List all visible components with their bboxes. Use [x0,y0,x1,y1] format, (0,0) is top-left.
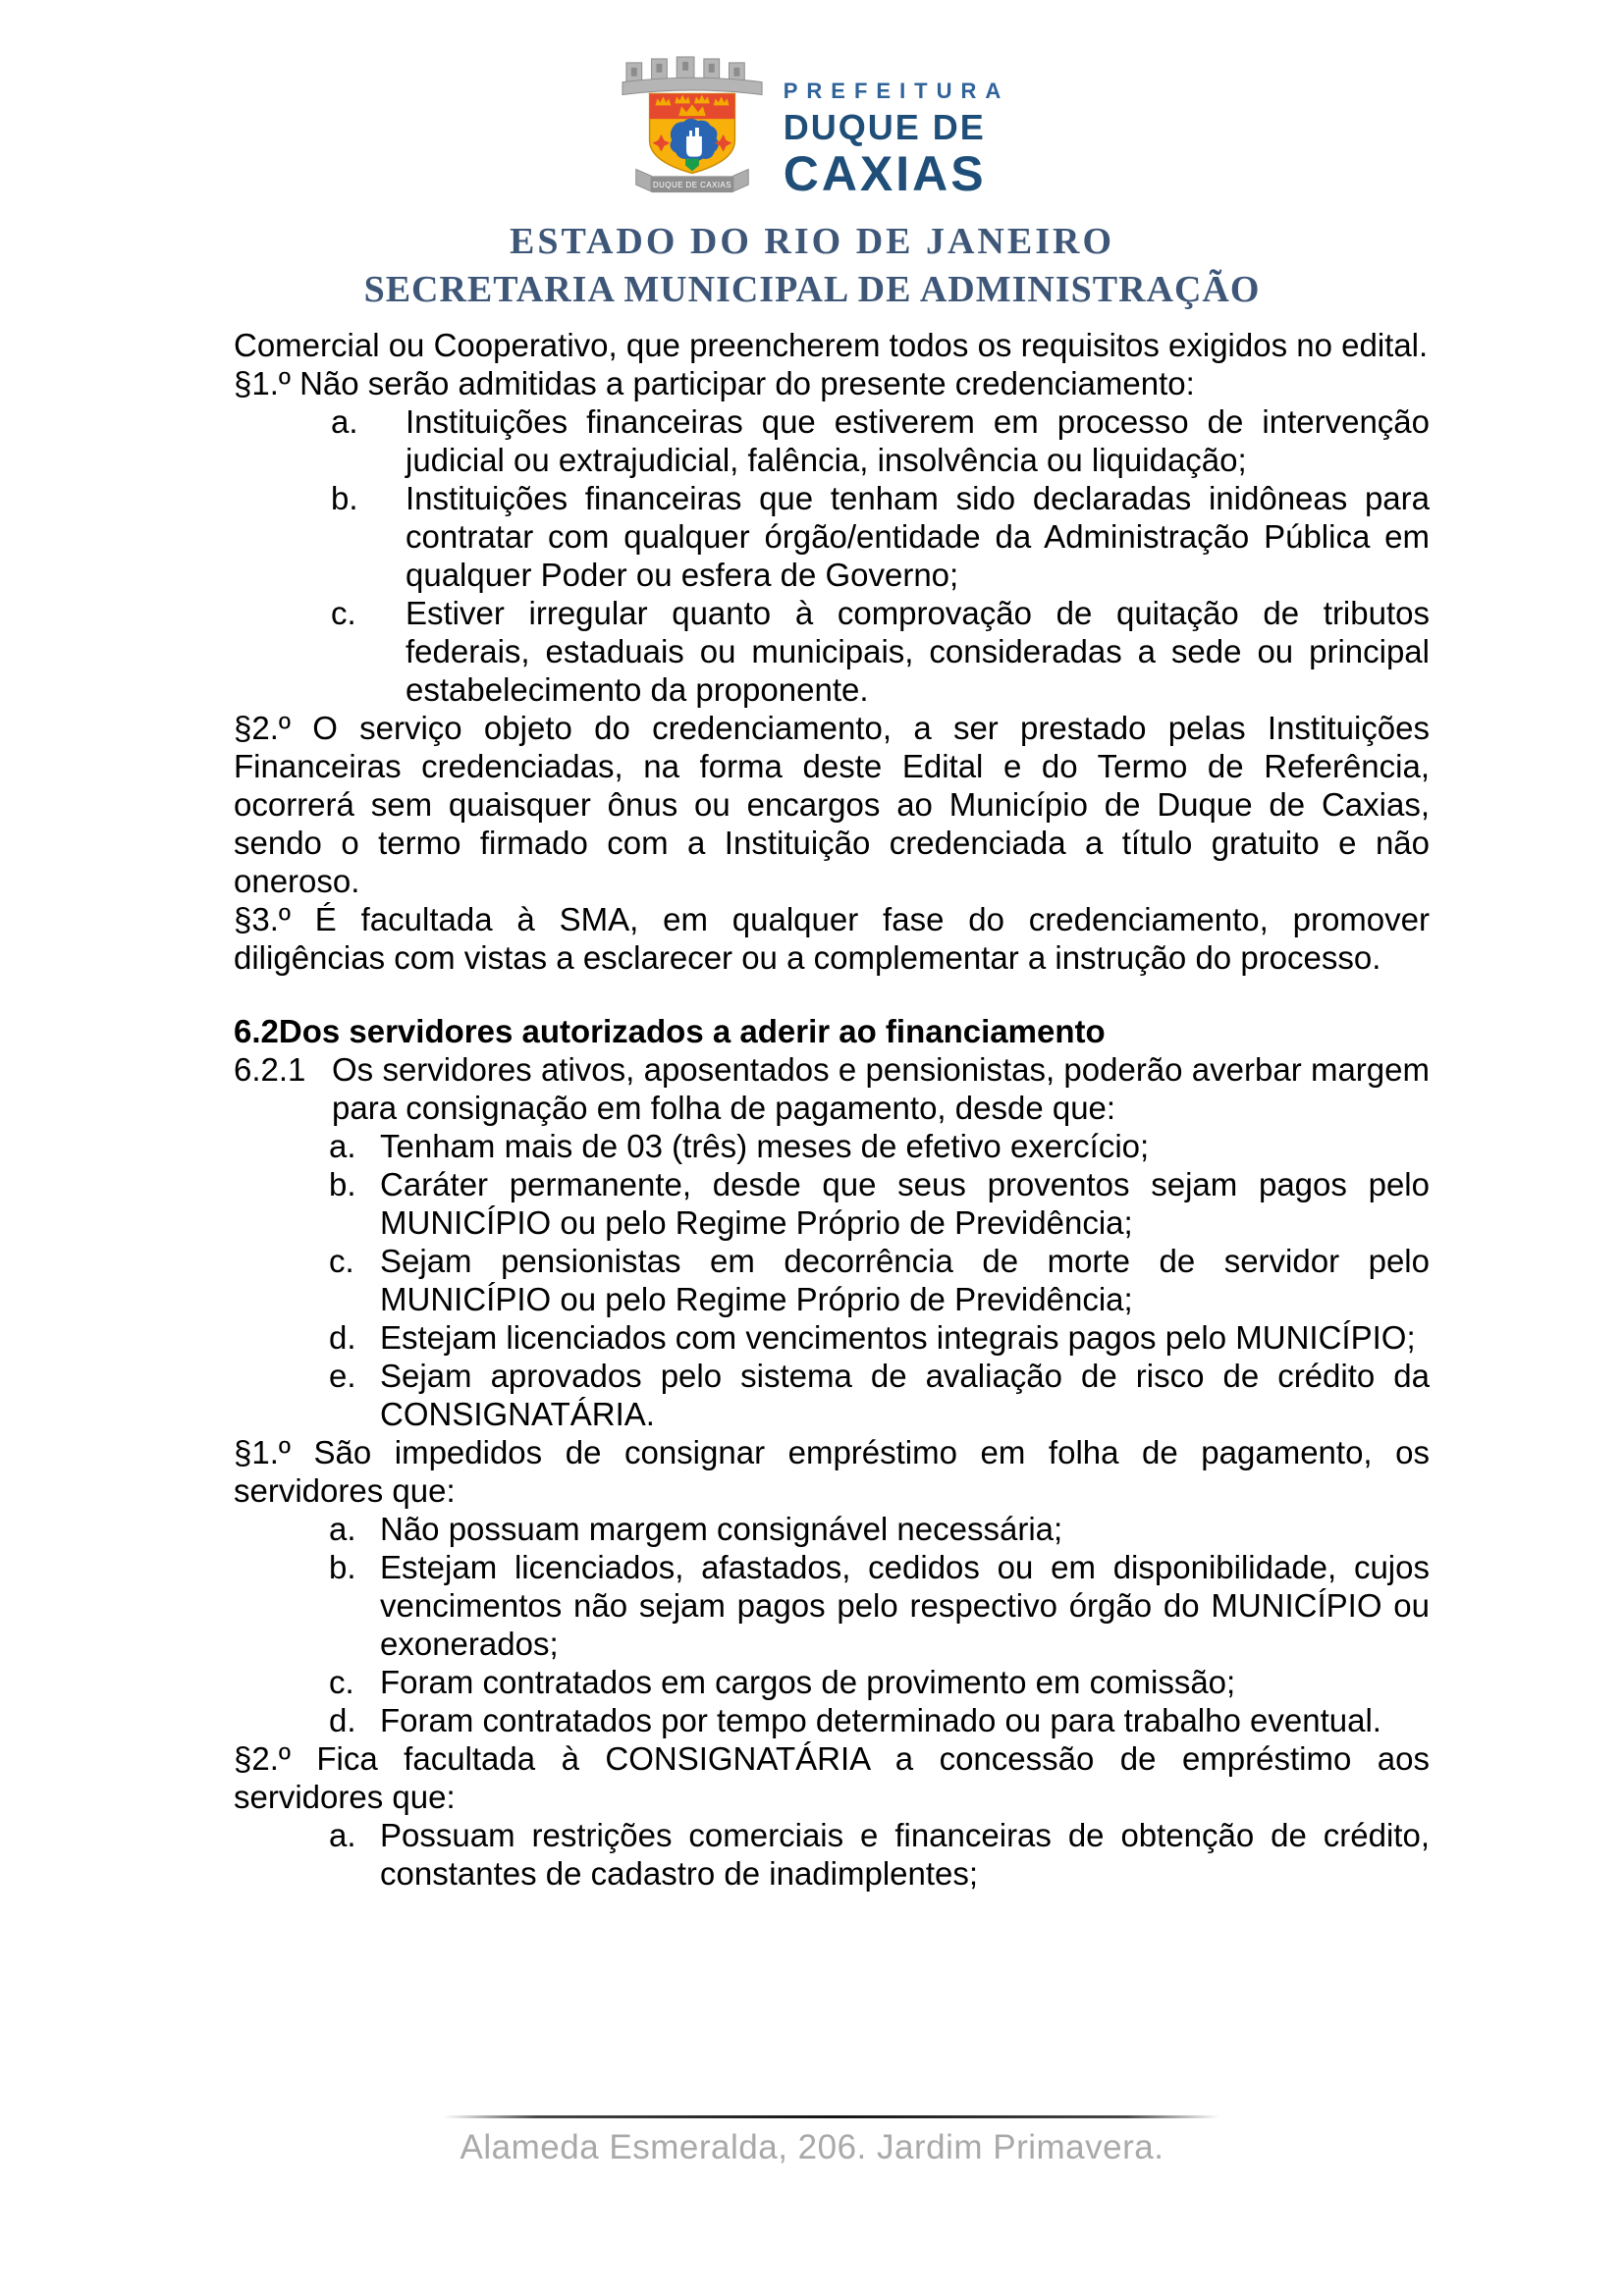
list-marker: d. [329,1319,356,1356]
paragraph-61-s1: §1.º Não serão admitidas a participar do presente credenciamento: [234,365,1195,401]
paragraph-61-s3: §3.º É facultada à SMA, em qualquer fase do credenciamento, promover diligências com vistas a esclarecer ou a complementar a instrução do processo. [234,901,1430,976]
list-item-text: Instituições financeiras que tenham sido declaradas inidôneas para contratar com qualquer órgão/entidade da Administração Pública em qualquer Poder ou esfera de Governo; [406,480,1430,593]
paragraph-62-s1: §1.º São impedidos de consignar empréstimo em folha de pagamento, os servidores que: [234,1434,1430,1509]
list-marker: a. [329,1511,356,1547]
intro-paragraph: Comercial ou Cooperativo, que preencherem todos os requisitos exigidos no edital. [234,327,1429,363]
footer-address: Alameda Esmeralda, 206. Jardim Primavera. [460,2128,1164,2166]
clause-text: Os servidores ativos, aposentados e pensionistas, poderão averbar margem para consignação em folha de pagamento, desde que: [332,1051,1430,1126]
list-item [329,1816,1430,1893]
list-item [331,479,1430,594]
mural-crown-icon [623,57,762,94]
document-header [0,55,1624,311]
list-item-text: Caráter permanente, desde que seus proventos sejam pagos pelo MUNICÍPIO ou pelo Regime Próprio de Previdência; [380,1166,1430,1241]
list-item [329,1357,1430,1433]
list-item [329,1548,1430,1663]
header-logo-group [0,55,1624,204]
list-item [329,1663,1430,1701]
list-item-text: Foram contratados por tempo determinado ou para trabalho eventual. [380,1702,1381,1738]
crest-ribbon-text: DUQUE DE CAXIAS [652,181,731,190]
list-marker: b. [329,1549,356,1585]
list-marker: c. [329,1664,354,1700]
list-item-text: Não possuam margem consignável necessária; [380,1511,1063,1547]
logo-caxias-text: CAXIAS [783,146,987,201]
logo-prefeitura-text: PREFEITURA [783,79,1010,103]
logo-duque-de-text: DUQUE DE [783,107,986,147]
list-item [331,402,1430,479]
list-item [329,1701,1430,1739]
document-body [234,326,1430,1893]
list-item [329,1510,1430,1548]
list-item [329,1165,1430,1242]
paragraph-62-s2: §2.º Fica facultada à CONSIGNATÁRIA a concessão de empréstimo aos servidores que: [234,1740,1430,1815]
list-item-text: Sejam aprovados pelo sistema de avaliação de risco de crédito da CONSIGNATÁRIA. [380,1358,1430,1432]
list-item-text: Instituições financeiras que estiverem em processo de intervenção judicial ou extrajudicial, falência, insolvência ou liquidação; [406,403,1430,478]
list-item [329,1127,1430,1165]
list-marker: c. [331,595,356,631]
list-item-text: Estejam licenciados, afastados, cedidos ou em disponibilidade, cujos vencimentos não sejam pagos pelo respectivo órgão do MUNICÍPIO ou exonerados; [380,1549,1430,1662]
list-marker: e. [329,1358,356,1394]
list-item-text: Possuam restrições comerciais e financeiras de obtenção de crédito, constantes de cadastro de inadimplentes; [380,1817,1430,1892]
secretary-line: SECRETARIA MUNICIPAL DE ADMINISTRAÇÃO [363,269,1261,310]
list-item-text: Estejam licenciados com vencimentos integrais pagos pelo MUNICÍPIO; [380,1319,1416,1356]
list-marker: b. [331,480,358,516]
list-item [329,1242,1430,1318]
list-item-text: Estiver irregular quanto à comprovação de quitação de tributos federais, estaduais ou municipais, consideradas a sede ou principal estabelecimento da proponente. [406,595,1430,708]
clause-621 [234,1050,1430,1127]
shield-icon [649,93,734,173]
list-marker: a. [329,1128,356,1164]
section-62-heading: 6.2Dos servidores autorizados a aderir ao financiamento [234,1013,1106,1049]
coat-of-arms-icon [615,55,770,202]
footer-divider [444,2115,1219,2118]
list-item-text: Tenham mais de 03 (três) meses de efetivo exercício; [380,1128,1150,1164]
paragraph-61-s2: §2.º O serviço objeto do credenciamento, a ser prestado pelas Instituições Financeiras credenciadas, na forma deste Edital e do Termo de Referência, ocorrerá sem quaisquer ônus ou encargos ao Município de Duque de Caxias, sendo o termo firmado com a Instituição credenciada a título gratuito e não oneroso. [234,710,1430,899]
list-marker: d. [329,1702,356,1738]
list-item-text: Foram contratados em cargos de provimento em comissão; [380,1664,1236,1700]
list-marker: a. [329,1817,356,1853]
logo-wordmark [783,55,1010,201]
list-item [331,594,1430,709]
list-marker: a. [331,403,358,440]
list-marker: c. [329,1243,354,1279]
list-item [329,1318,1430,1357]
state-line: ESTADO DO RIO DE JANEIRO [509,221,1115,262]
list-item-text: Sejam pensionistas em decorrência de morte de servidor pelo MUNICÍPIO ou pelo Regime Próprio de Previdência; [380,1243,1430,1317]
clause-number: 6.2.1 [234,1051,306,1088]
list-marker: b. [329,1166,356,1202]
